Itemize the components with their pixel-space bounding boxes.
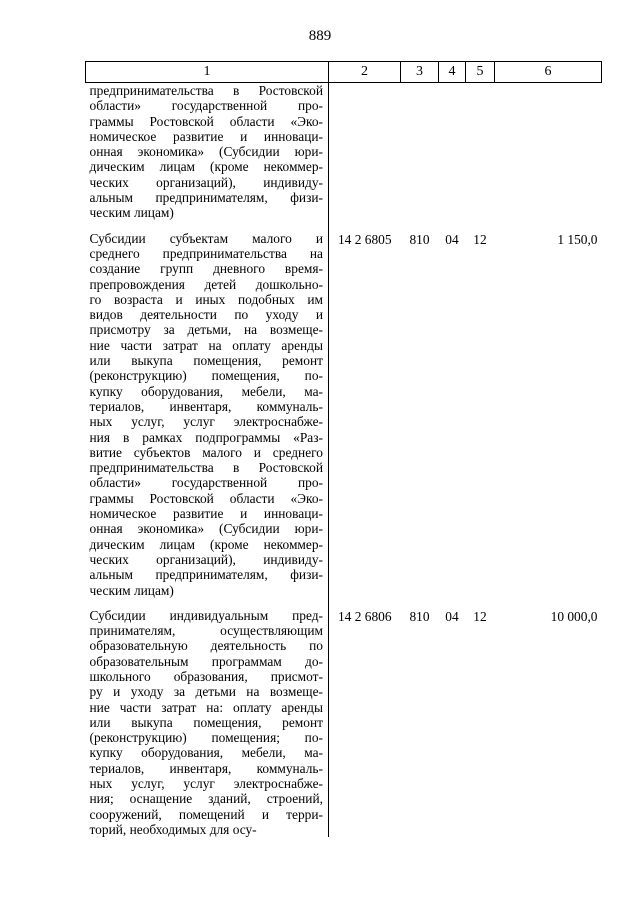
- description-line: купку оборудования, мебели, ма-: [89, 745, 323, 761]
- description-line: витие субъектов малого и среднего: [89, 444, 323, 460]
- description-line: принимателям, осуществляющим: [89, 623, 323, 639]
- table-row: [86, 83, 602, 231]
- description-line: школьного образования, присмот-: [89, 668, 323, 684]
- description-line: ческих организаций), индивиду-: [89, 174, 323, 190]
- description-line: (реконструкцию) помещения, по-: [89, 368, 323, 384]
- description-line: онная экономика» (Субсидии юри-: [89, 521, 323, 537]
- description-line: области» государственной про-: [89, 475, 323, 491]
- description-line: граммы Ростовской области «Эко-: [89, 490, 323, 506]
- description-line: граммы Ростовской области «Эко-: [89, 113, 323, 129]
- description-line: (реконструкцию) помещения; по-: [89, 730, 323, 746]
- subsection-code: [466, 83, 495, 231]
- column-header-6: 6: [495, 62, 602, 83]
- description-line: ческих организаций), индивиду-: [89, 551, 323, 567]
- description-line: ческим лицам): [89, 205, 174, 221]
- description-line: препровождения детей дошкольно-: [89, 276, 323, 292]
- target-article-code: [329, 83, 401, 231]
- description-line: образовательную деятельность по: [89, 638, 323, 654]
- page-number: 889: [308, 28, 332, 44]
- description-line: дическим лицам (кроме некоммер-: [89, 536, 323, 552]
- description-line: дическим лицам (кроме некоммер-: [89, 159, 323, 175]
- description-line: ру и уходу за детьми на возмеще-: [89, 684, 323, 700]
- target-article-code: 14 2 6806: [337, 608, 392, 624]
- table-row: [86, 231, 602, 608]
- description-line: образовательным программам до-: [89, 653, 323, 669]
- description-line: альным предпринимателям, физи-: [89, 567, 323, 583]
- description-line: предпринимательства в Ростовской: [89, 460, 323, 476]
- row-description: [86, 608, 329, 837]
- description-line: среднего предпринимательства на: [89, 245, 323, 261]
- description-line: онная экономика» (Субсидии юри-: [89, 144, 323, 160]
- amount-value: 1 150,0: [557, 231, 598, 247]
- section-code: 04: [445, 608, 459, 624]
- budget-table: [85, 61, 602, 837]
- description-line: ных услуг, услуг электроснабже-: [89, 414, 323, 430]
- description-line: торий, необходимых для осу-: [89, 821, 257, 837]
- description-line: ных услуг, услуг электроснабже-: [89, 776, 323, 792]
- description-line: или выкупа помещения, ремонт: [89, 714, 323, 730]
- row-description: [86, 231, 329, 608]
- table-header-row: [86, 62, 602, 83]
- description-line: го возраста и иных подобных им: [89, 291, 323, 307]
- description-line: присмотру за детьми, на возмеще-: [89, 322, 323, 338]
- section-code: [439, 83, 466, 231]
- column-header-1: 1: [86, 62, 329, 83]
- description-line: сооружений, помещений и терри-: [89, 806, 323, 822]
- subsection-code: 12: [473, 231, 487, 247]
- amount-value: [495, 83, 602, 231]
- description-line: ние части затрат на оплату аренды: [89, 337, 323, 353]
- description-line: создание групп дневного время-: [89, 261, 323, 277]
- description-line: купку оборудования, мебели, ма-: [89, 383, 323, 399]
- description-line: видов деятельности по уходу и: [89, 307, 323, 323]
- column-header-2: 2: [329, 62, 401, 83]
- description-line: териалов, инвентаря, коммуналь-: [89, 398, 323, 414]
- description-line: номическое развитие и инноваци-: [89, 128, 323, 144]
- subsection-code: 12: [473, 608, 487, 624]
- column-header-3: 3: [401, 62, 439, 83]
- description-line: области» государственной про-: [89, 98, 323, 114]
- description-line: ние части затрат на: оплату аренды: [89, 699, 323, 715]
- description-line: териалов, инвентаря, коммуналь-: [89, 760, 323, 776]
- description-line: или выкупа помещения, ремонт: [89, 353, 323, 369]
- expense-type-code: 810: [409, 608, 430, 624]
- description-line: Субсидии субъектам малого и: [89, 230, 323, 246]
- description-line: альным предпринимателям, физи-: [89, 190, 323, 206]
- section-code: 04: [445, 231, 459, 247]
- amount-value: 10 000,0: [550, 608, 598, 624]
- description-line: предпринимательства в Ростовской: [89, 83, 323, 98]
- column-header-4: 4: [439, 62, 466, 83]
- description-line: ния; оснащение зданий, строений,: [89, 791, 323, 807]
- target-article-code: 14 2 6805: [337, 231, 392, 247]
- description-line: ческим лицам): [89, 582, 174, 598]
- column-header-5: 5: [466, 62, 495, 83]
- expense-type-code: [401, 83, 439, 231]
- description-line: номическое развитие и инноваци-: [89, 506, 323, 522]
- table-row: [86, 608, 602, 837]
- expense-type-code: 810: [409, 231, 430, 247]
- row-description: [86, 83, 329, 231]
- description-line: Субсидии индивидуальным пред-: [89, 607, 323, 623]
- description-line: ния в рамках подпрограммы «Раз-: [89, 429, 323, 445]
